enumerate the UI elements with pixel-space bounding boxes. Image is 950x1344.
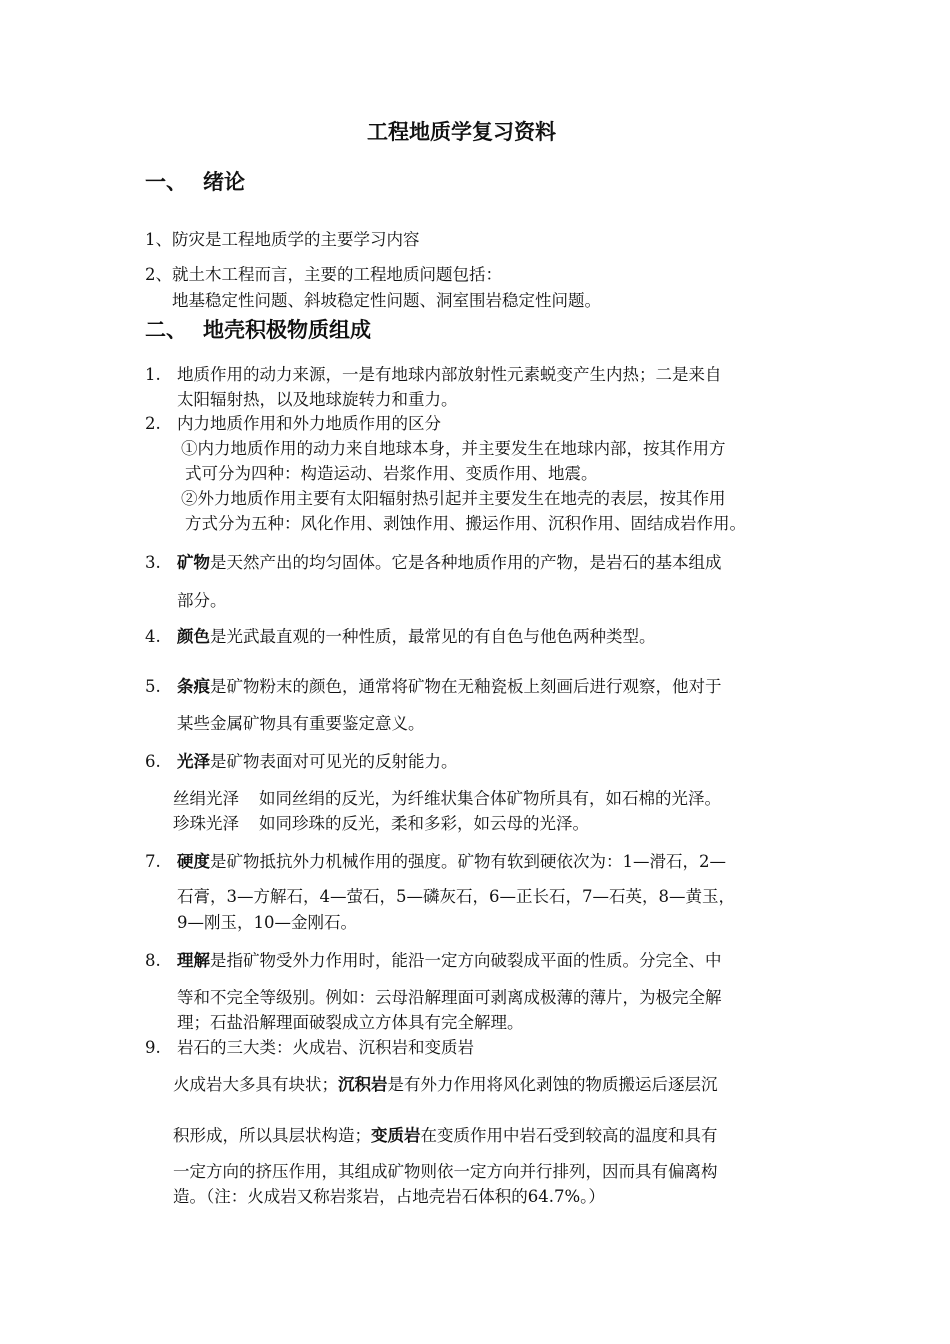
- item-text: ②外力地质作用主要有太阳辐射热引起并主要发生在地壳的表层，按其作用: [181, 489, 726, 508]
- item-number: 1、: [145, 230, 172, 249]
- item-number: 3.: [145, 553, 161, 572]
- rocks-paragraph-line: 积形成，所以具层状构造；变质岩在变质作用中岩石受到较高的温度和具有: [173, 1126, 718, 1145]
- rocks-paragraph-line: 造。（注：火成岩又称岩浆岩，占地壳岩石体积的64.7%。）: [173, 1187, 605, 1206]
- section-title: 绪论: [203, 170, 245, 194]
- item-number: 2、: [145, 265, 172, 284]
- item-text: 太阳辐射热，以及地球旋转力和重力。: [177, 390, 458, 409]
- term: 沉积岩: [338, 1075, 388, 1094]
- item-text-continuation: 地基稳定性问题、斜坡稳定性问题、洞室围岩稳定性问题。: [172, 291, 601, 310]
- item-text: 防灾是工程地质学的主要学习内容: [172, 230, 420, 249]
- list-item: [145, 264, 502, 286]
- lustre-text: 如同丝绢的反光，为纤维状集合体矿物所具有，如石棉的光泽。: [259, 789, 721, 808]
- item-text: 硬度是矿物抵抗外力机械作用的强度。矿物有软到硬依次为：1—滑石，2—: [177, 852, 726, 871]
- item-text: 地质作用的动力来源，一是有地球内部放射性元素蜕变产生内热；二是来自: [177, 365, 722, 384]
- item-text: 矿物是天然产出的均匀固体。它是各种地质作用的产物，是岩石的基本组成: [177, 553, 722, 572]
- item-text: 颜色是光武最直观的一种性质，最常见的有自色与他色两种类型。: [177, 627, 656, 646]
- item-text: 岩石的三大类：火成岩、沉积岩和变质岩: [177, 1038, 474, 1057]
- item-number: 1.: [145, 365, 161, 384]
- lustre-label: 丝绢光泽: [173, 789, 239, 808]
- lustre-row: [173, 788, 721, 810]
- lustre-row: [173, 813, 589, 835]
- item-text: 某些金属矿物具有重要鉴定意义。: [177, 714, 425, 733]
- section-heading-1: [145, 168, 245, 196]
- item-text: ①内力地质作用的动力来自地球本身，并主要发生在地球内部，按其作用方: [181, 439, 726, 458]
- term: 矿物: [177, 553, 210, 572]
- lustre-text: 如同珍珠的反光，柔和多彩，如云母的光泽。: [259, 814, 589, 833]
- section-number: 一、: [145, 170, 187, 194]
- rocks-paragraph-line: 一定方向的挤压作用，其组成矿物则依一定方向并行排列，因而具有偏离构: [173, 1162, 718, 1181]
- term: 条痕: [177, 677, 210, 696]
- item-number: 2.: [145, 414, 161, 433]
- page-title: 工程地质学复习资料: [367, 120, 556, 144]
- item-number: 4.: [145, 627, 161, 646]
- term: 变质岩: [371, 1126, 421, 1145]
- term: 颜色: [177, 627, 210, 646]
- item-number: 9.: [145, 1038, 161, 1057]
- term: 硬度: [177, 852, 210, 871]
- item-text: 9—刚玉，10—金刚石。: [177, 913, 357, 932]
- item-text: 条痕是矿物粉末的颜色，通常将矿物在无釉瓷板上刻画后进行观察，他对于: [177, 677, 722, 696]
- item-text: 石膏，3—方解石，4—萤石，5—磷灰石，6—正长石，7—石英，8—黄玉，: [177, 887, 735, 906]
- item-text: 就土木工程而言，主要的工程地质问题包括：: [172, 265, 502, 284]
- term: 理解: [177, 951, 210, 970]
- item-text: 理；石盐沿解理面破裂成立方体具有完全解理。: [177, 1013, 524, 1032]
- item-text: 部分。: [177, 591, 227, 610]
- section-title: 地壳积极物质组成: [203, 318, 371, 342]
- item-number: 5.: [145, 677, 161, 696]
- item-number: 7.: [145, 852, 161, 871]
- term: 光泽: [177, 752, 210, 771]
- item-text: 等和不完全等级别。例如：云母沿解理面可剥离成极薄的薄片，为极完全解: [177, 988, 722, 1007]
- item-text: 理解是指矿物受外力作用时，能沿一定方向破裂成平面的性质。分完全、中: [177, 951, 722, 970]
- item-text: 内力地质作用和外力地质作用的区分: [177, 414, 441, 433]
- item-number: 8.: [145, 951, 161, 970]
- lustre-label: 珍珠光泽: [173, 814, 239, 833]
- item-number: 6.: [145, 752, 161, 771]
- list-item: [145, 229, 420, 251]
- item-text: 光泽是矿物表面对可见光的反射能力。: [177, 752, 458, 771]
- rocks-paragraph-line: 火成岩大多具有块状；沉积岩是有外力作用将风化剥蚀的物质搬运后逐层沉: [173, 1075, 718, 1094]
- item-text: 式可分为四种：构造运动、岩浆作用、变质作用、地震。: [185, 464, 598, 483]
- section-heading-2: [145, 316, 371, 344]
- item-text: 方式分为五种：风化作用、剥蚀作用、搬运作用、沉积作用、固结成岩作用。: [185, 514, 746, 533]
- section-number: 二、: [145, 318, 187, 342]
